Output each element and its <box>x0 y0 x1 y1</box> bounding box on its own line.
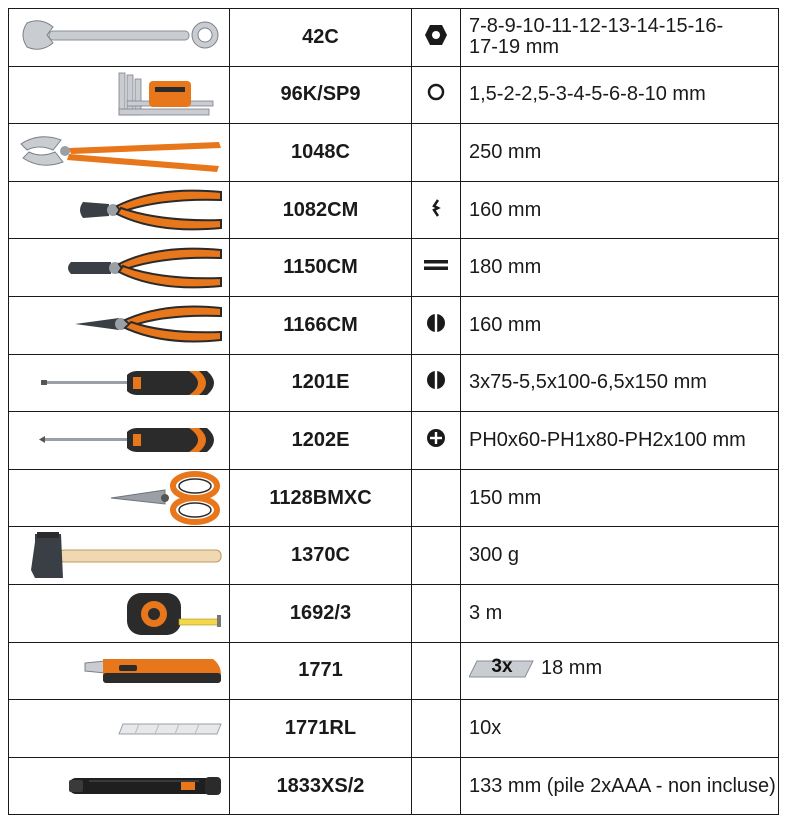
product-code: 1082CM <box>230 181 412 239</box>
product-code: 96K/SP9 <box>230 66 412 124</box>
product-code: 1166CM <box>230 296 412 354</box>
table-row <box>9 124 779 182</box>
size-spec: 300 g <box>461 527 779 585</box>
table-row <box>9 354 779 412</box>
product-code: 1370C <box>230 527 412 585</box>
table-row <box>9 296 779 354</box>
table-row <box>9 584 779 642</box>
size-spec: 160 mm <box>461 181 779 239</box>
tool-spec-table <box>8 8 779 815</box>
tool-image-replacement-blades <box>9 700 230 758</box>
tool-image-combination-wrench <box>9 9 230 67</box>
tool-image-tape-measure <box>9 584 230 642</box>
cutting-edge-icon <box>412 181 461 239</box>
size-spec: 1,5-2-2,5-3-4-5-6-8-10 mm <box>461 66 779 124</box>
table-row <box>9 642 779 700</box>
product-code: 1771RL <box>230 700 412 758</box>
size-spec: 250 mm <box>461 124 779 182</box>
size-spec <box>461 9 779 67</box>
table-row <box>9 700 779 758</box>
size-spec: 150 mm <box>461 469 779 527</box>
tool-image-electrician-scissors <box>9 469 230 527</box>
slotted-tip-icon <box>412 296 461 354</box>
quantity-badge <box>469 657 535 679</box>
size-spec-line2: 17-19 mm <box>469 36 560 59</box>
product-code: 1048C <box>230 124 412 182</box>
table-row <box>9 412 779 470</box>
size-spec <box>461 642 779 700</box>
size-spec: PH0x60-PH1x80-PH2x100 mm <box>461 412 779 470</box>
table-row <box>9 66 779 124</box>
tool-image-water-pump-pliers <box>9 124 230 182</box>
tool-image-phillips-screwdriver <box>9 412 230 470</box>
table-row <box>9 757 779 815</box>
slotted-tip-icon <box>412 354 461 412</box>
size-spec: 180 mm <box>461 239 779 297</box>
product-code: 42C <box>230 9 412 67</box>
product-code: 1771 <box>230 642 412 700</box>
circle-outline-icon <box>412 66 461 124</box>
flat-jaw-icon <box>412 239 461 297</box>
size-spec: 10x <box>461 700 779 758</box>
product-code: 1201E <box>230 354 412 412</box>
size-spec: 3x75-5,5x100-6,5x150 mm <box>461 354 779 412</box>
size-spec-value: 18 mm <box>541 656 603 679</box>
size-spec: 133 mm (pile 2xAAA - non incluse) <box>461 757 779 815</box>
hex-nut-icon <box>412 9 461 67</box>
quantity-badge-label: 3x <box>491 656 513 678</box>
table-row <box>9 469 779 527</box>
product-code: 1150CM <box>230 239 412 297</box>
tool-image-long-nose-pliers <box>9 296 230 354</box>
table-row <box>9 181 779 239</box>
table-row <box>9 239 779 297</box>
table-row <box>9 527 779 585</box>
table-row <box>9 9 779 67</box>
size-spec-line1: 7-8-9-10-11-12-13-14-15-16- <box>469 15 724 38</box>
product-code: 1833XS/2 <box>230 757 412 815</box>
tool-image-hex-key-set <box>9 66 230 124</box>
tool-image-cutter-knife <box>9 642 230 700</box>
size-spec: 160 mm <box>461 296 779 354</box>
size-spec: 3 m <box>461 584 779 642</box>
tool-image-flashlight <box>9 757 230 815</box>
tool-image-diagonal-cutters <box>9 181 230 239</box>
tool-image-slotted-screwdriver <box>9 354 230 412</box>
product-code: 1202E <box>230 412 412 470</box>
product-code: 1692/3 <box>230 584 412 642</box>
product-code: 1128BMXC <box>230 469 412 527</box>
tool-image-combination-pliers <box>9 239 230 297</box>
tool-image-hammer <box>9 527 230 585</box>
phillips-tip-icon <box>412 412 461 470</box>
